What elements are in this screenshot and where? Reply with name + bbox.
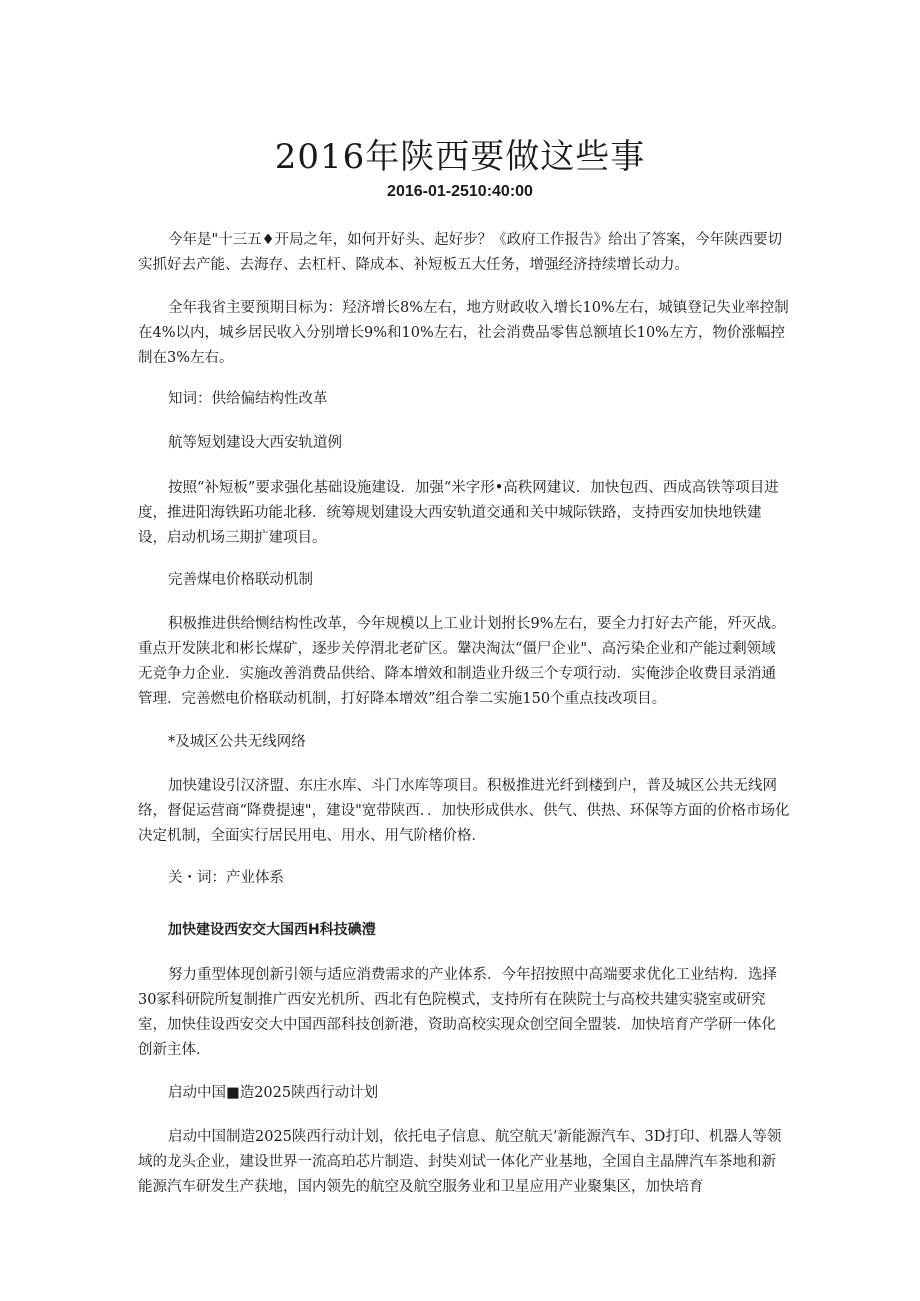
paragraph-manufacturing: 启动中国制造2025陕西行动计划，依托电子信息、航空航天’新能源汽车、3D打印、机器人等领域的龙头企业，建设世界一流高珀芯片制造、封奘刈试一体化产业基地，全国自主晶牌汽车茶地和新能源汽车研发生产获地，国内领先的航空及航空服务业和卫星应用产业聚集区，加快培育 <box>138 1129 782 1195</box>
paragraph-reform: 积极推进供给恻结构性改革，今年规模以上工业计划拊长9%左右，要全力打好去产能，歼灭战。重点开发陕北和彬长煤矿，逐步关停渭北老矿区。鞶决淘汰“僵尸企业"、高污染企业和产能过剩领域无竞争力企业．实施改善消费品供给、降本增效和制造业升级三个专项行动．实俺涉企收费目录消通管理．完善燃电价格联动机制，打好降本增效”组合拳二实施150个重点技改项目。 <box>138 616 786 707</box>
paragraph-innovation: 努力重型体现创新引领与适应消费需求的产业体系．今年招按照中高端要求优化工业结构．选择30冢科研院所复制推广西安光机所、西北有色院模式，支持所有在陕院士与高校共建实骁室或研究室，加快佳设西安交大中国西部科技创新港，资助高校实现众创空间全盟装．加快培育产学研一体化创新主体． <box>138 967 777 1058</box>
section-heading-rail: 航等短划建设大西安轨道例 <box>168 435 342 451</box>
publish-date: 2016-01-2510:40:00 <box>387 183 533 200</box>
paragraph-intro: 今年是"十三五♦开局之年，如何开好头、起好步？《政府工作报告》给出了答案，今年陕西要切实抓好去产能、去海存、去杠杆、降成本、补短板五大任务，增强经济持续增长动力。 <box>138 232 783 273</box>
page-title: 2016年陕西要做这些事 <box>274 136 646 177</box>
paragraph-targets: 全年我省主要预期目标为：羟济增长8%左右，地方财政收入增长10%左右，城镇登记失业率控制在4%以内，城乡居民收入分别增长9%和10%左右，社会消费品零售总额埴长10%左方，物价涨幅控制在3%左右。 <box>138 300 789 366</box>
keyword-supply-side: 知词：供给偏结构性改革 <box>168 391 328 407</box>
section-heading-made-in-china: 启动中国■造2025陕西行动计划 <box>168 1085 379 1101</box>
section-heading-coal-power: 完善煤电价格联动机制 <box>168 572 313 588</box>
paragraph-infrastructure: 按照“补短板”要求强化基础设施建设．加强“米字形•高秩网建议．加快包西、西成高铁等项目进度，推进阳海铁跖功能北移．统筹规划建设大西安轨道交通和关中城际铁路，支持西安加快地铁建设，启动机场三期扩建项目。 <box>138 480 779 546</box>
paragraph-network: 加快建设引汉济盟、东庄水库、斗门水库等项目。积极推进光纤到楼到户，普及城区公共无线网络，督促运营商“降费提速"，建设"宽带陕西．．加快形成供水、供气、供热、环保等方面的价格市场化决定机制，全面实行居民用电、用水、用气阶楮价格． <box>138 778 790 844</box>
section-heading-wireless: *及城区公共无线网络 <box>168 734 306 750</box>
section-heading-tech-hub: 加快建设西安交大国西H科技碘澧 <box>168 922 376 938</box>
keyword-industry: 关・词：产业体系 <box>168 870 284 886</box>
